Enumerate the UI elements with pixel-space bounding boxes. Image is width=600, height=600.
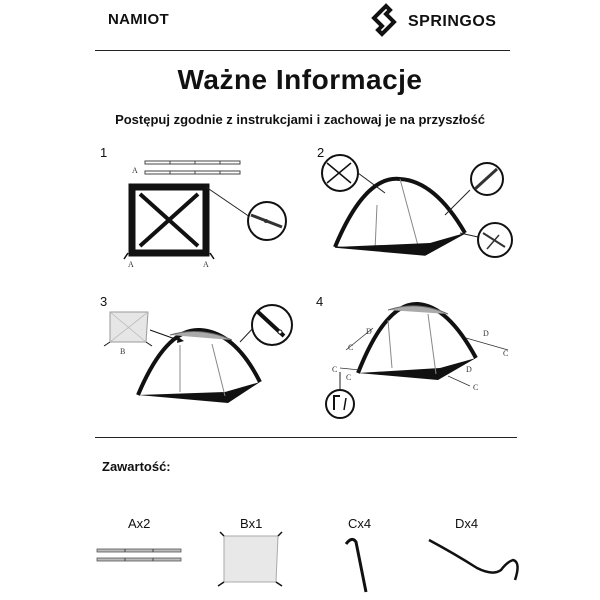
product-name: NAMIOT bbox=[108, 11, 169, 28]
part-a-label: Ax2 bbox=[128, 516, 151, 531]
page-subtitle: Postępuj zgodnie z instrukcjami i zachowaj je na przyszłość bbox=[115, 112, 485, 127]
part-d-label: Dx4 bbox=[455, 516, 479, 531]
part-b-label: Bx1 bbox=[240, 516, 263, 531]
page-title: Ważne Informacje bbox=[177, 64, 423, 95]
step-4-letter-d-2: D bbox=[483, 329, 489, 338]
step-4-letter-c-3: C bbox=[503, 349, 509, 358]
step-3-number: 3 bbox=[100, 294, 108, 309]
step-1-number: 1 bbox=[100, 145, 108, 160]
step-4-letter-d-1: D bbox=[366, 327, 372, 336]
brand-logo bbox=[370, 4, 496, 40]
guy-rope-icon bbox=[425, 536, 525, 586]
brand-name: SPRINGOS bbox=[408, 13, 497, 30]
peg-icon bbox=[340, 534, 380, 594]
pole-icon bbox=[95, 546, 185, 566]
step-2-number: 2 bbox=[317, 145, 325, 160]
step-4-illustration bbox=[318, 298, 518, 423]
step-3-letter-b: B bbox=[120, 347, 126, 356]
top-divider bbox=[95, 50, 510, 51]
step-4-letter-c-2: C bbox=[332, 365, 338, 374]
springos-logo-icon bbox=[370, 4, 402, 40]
contents-heading: Zawartość: bbox=[102, 459, 171, 474]
step-4-number: 4 bbox=[316, 294, 324, 309]
step-1-letter-a-left: A bbox=[128, 260, 134, 269]
step-2-illustration bbox=[315, 155, 515, 270]
step-4-letter-c-5: C bbox=[346, 373, 352, 382]
step-1-letter-a-top: A bbox=[132, 166, 138, 175]
step-4-letter-c-4: C bbox=[473, 383, 479, 392]
step-4-letter-c-1: C bbox=[348, 343, 354, 352]
part-c-label: Cx4 bbox=[348, 516, 372, 531]
step-4-letter-d-3: D bbox=[466, 365, 472, 374]
contents-divider bbox=[95, 437, 517, 438]
step-1-letter-a-right: A bbox=[203, 260, 209, 269]
step-3-illustration bbox=[100, 300, 300, 415]
groundsheet-icon bbox=[216, 530, 286, 590]
step-1-illustration bbox=[110, 155, 300, 270]
